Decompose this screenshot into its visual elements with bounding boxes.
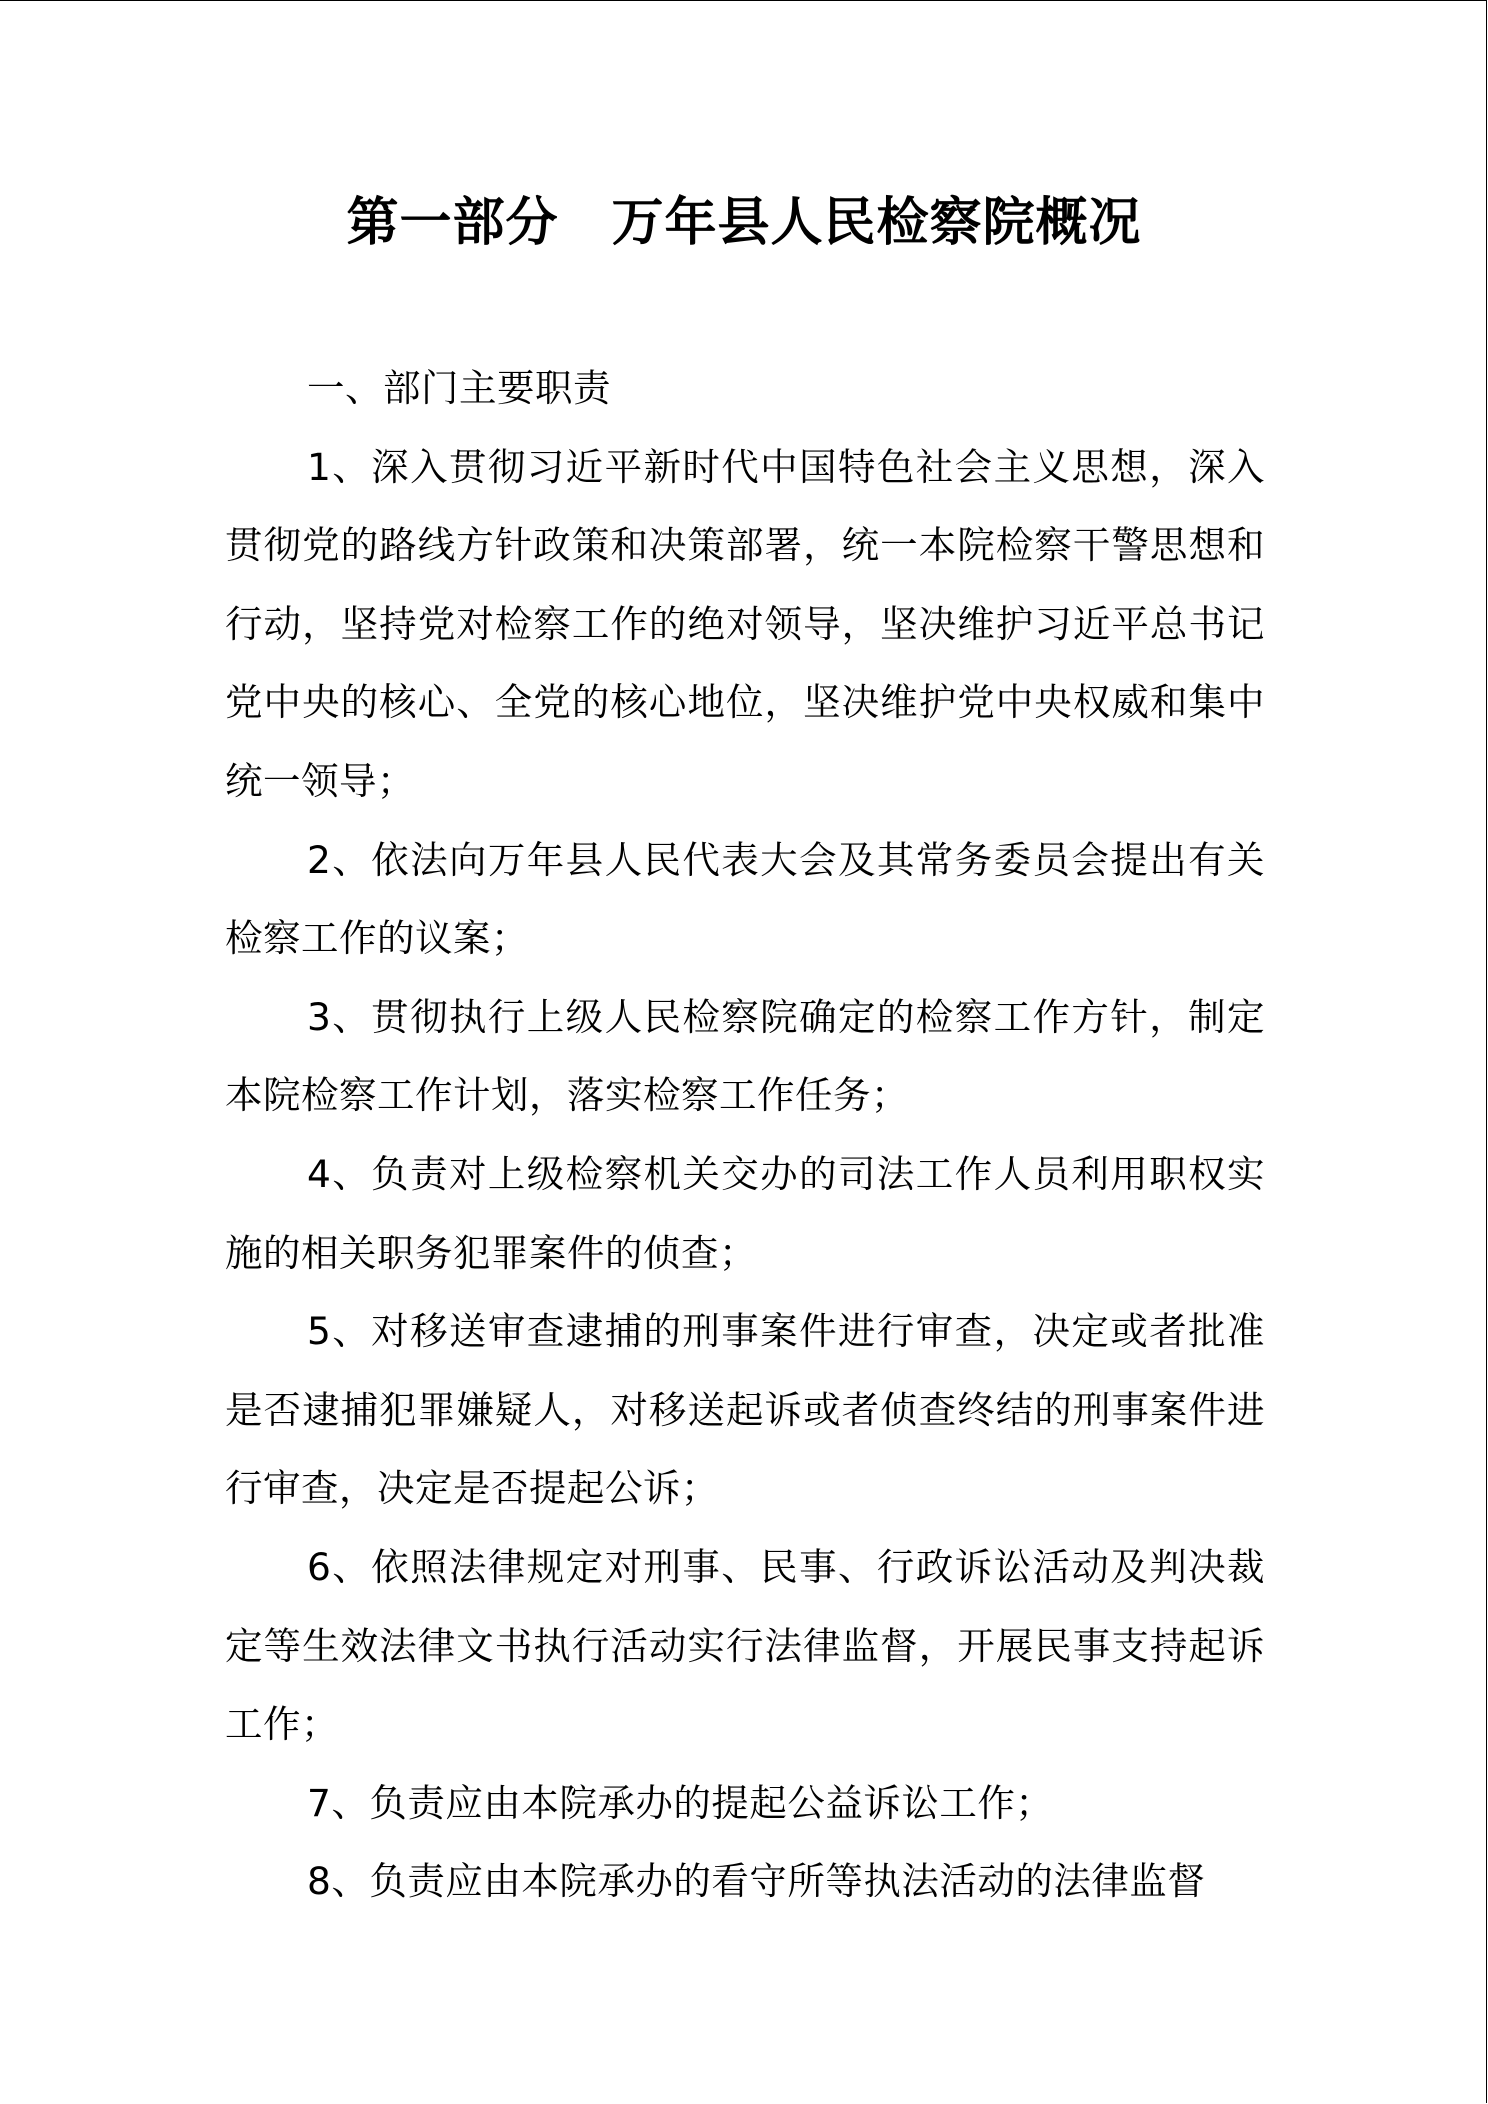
paragraph-item: 1、深入贯彻习近平新时代中国特色社会主义思想，深入贯彻党的路线方针政策和决策部署，统一本院检察干警思想和行动，坚持党对检察工作的绝对领导，坚决维护习近平总书记党中央的核心、全党的核心地位，坚决维护党中央权威和集中统一领导； xyxy=(225,444,1265,803)
paragraph-item: 7、负责应由本院承办的提起公益诉讼工作； xyxy=(307,1780,1054,1825)
paragraph-item: 4、负责对上级检察机关交办的司法工作人员利用职权实施的相关职务犯罪案件的侦查； xyxy=(225,1151,1265,1275)
document-body xyxy=(225,349,1265,1921)
paragraph-item: 2、依法向万年县人民代表大会及其常务委员会提出有关检察工作的议案； xyxy=(225,837,1265,961)
paragraph-item: 6、依照法律规定对刑事、民事、行政诉讼活动及判决裁定等生效法律文书执行活动实行法律监督，开展民事支持起诉工作； xyxy=(225,1544,1265,1747)
paragraph-item: 8、负责应由本院承办的看守所等执法活动的法律监督 xyxy=(307,1859,1206,1904)
paragraph-item: 3、贯彻执行上级人民检察院确定的检察工作方针，制定本院检察工作计划，落实检察工作任务； xyxy=(225,994,1265,1118)
paragraph-item: 5、对移送审查逮捕的刑事案件进行审查，决定或者批准是否逮捕犯罪嫌疑人，对移送起诉或者侦查终结的刑事案件进行审查，决定是否提起公诉； xyxy=(225,1309,1265,1511)
page-title: 第一部分 万年县人民检察院概况 xyxy=(346,193,1142,253)
section-heading: 一、部门主要职责 xyxy=(307,366,611,410)
